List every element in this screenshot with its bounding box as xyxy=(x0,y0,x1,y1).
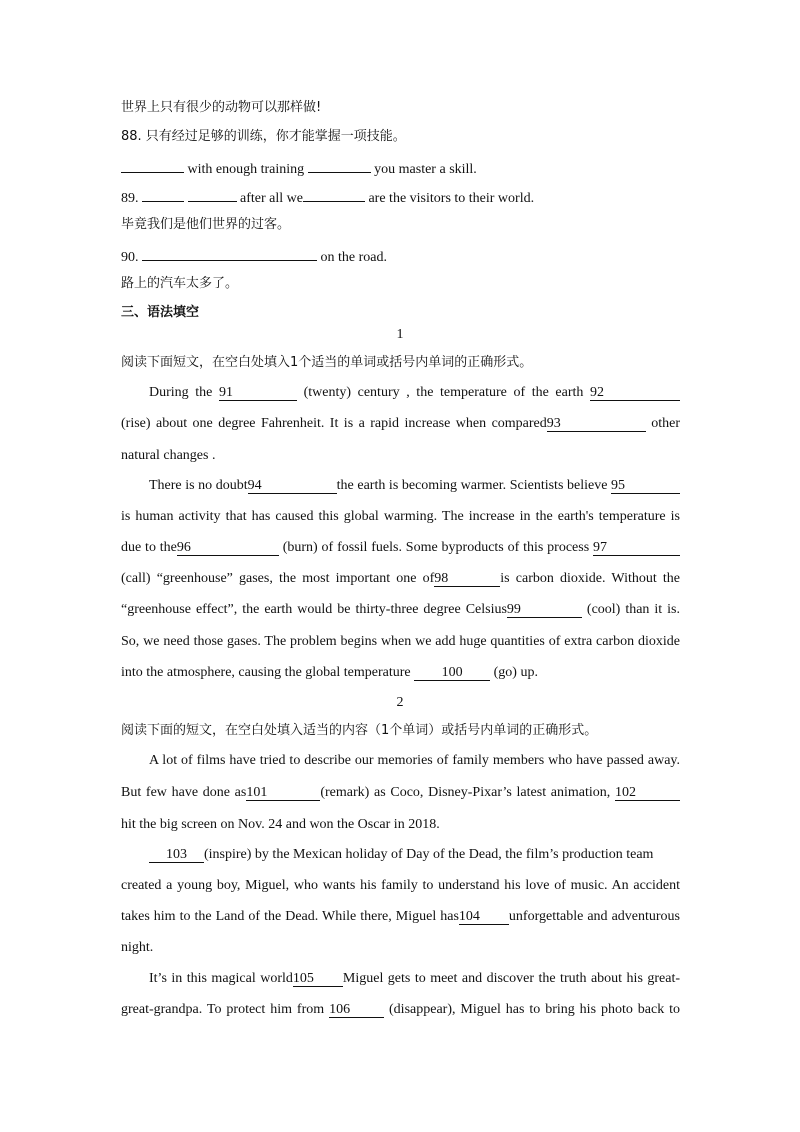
blank-96[interactable]: 96 xyxy=(177,540,279,556)
passage-2-line-6: takes him to the Land of the Dead. While there, Miguel has104 unforgettable and adventurous xyxy=(121,909,680,924)
blank-106[interactable]: 106 xyxy=(329,1002,384,1018)
blank-97[interactable]: 97 xyxy=(593,540,680,556)
blank-101[interactable]: 101 xyxy=(246,785,320,801)
blank-100[interactable]: 100 xyxy=(414,665,490,681)
blank-95[interactable]: 95 xyxy=(611,478,680,494)
passage-1-instructions: 阅读下面短文，在空白处填入1个适当的单词或括号内单词的正确形式。 xyxy=(121,355,533,370)
answer-blank[interactable] xyxy=(188,186,237,202)
passage-2-line-4: 103 (inspire) by the Mexican holiday of Day of the Dead, the film’s production team xyxy=(149,845,680,865)
passage-1-line-7: (call) “greenhouse” gases, the most important one of98 is carbon dioxide. Without the xyxy=(121,571,680,586)
passage-2-line-2: But few have done as101 (remark) as Coco, Disney-Pixar’s latest animation, 102 xyxy=(121,783,680,803)
blank-105[interactable]: 105 xyxy=(293,971,343,987)
passage-2-line-5: created a young boy, Miguel, who wants his family to understand his love of music. An accident xyxy=(121,878,680,893)
question-88-answer-line: with enough training you master a skill. xyxy=(121,157,477,180)
section-title: 三、语法填空 xyxy=(121,305,200,320)
passage-1-line-2: (rise) about one degree Fahrenheit. It is a rapid increase when compared93 other xyxy=(121,416,681,431)
blank-99[interactable]: 99 xyxy=(507,602,582,618)
blank-102[interactable]: 102 xyxy=(615,785,680,801)
question-90-answer-line: 90. on the road. xyxy=(121,245,387,268)
passage-1-line-3: natural changes . xyxy=(121,448,216,463)
passage-2-line-3: hit the big screen on Nov. 24 and won the Oscar in 2018. xyxy=(121,817,440,832)
blank-91[interactable]: 91 xyxy=(219,385,297,401)
question-89-answer-line: 89. after all we are the visitors to their world. xyxy=(121,186,534,209)
passage-1-line-10: into the atmosphere, causing the global temperature 100 (go) up. xyxy=(121,665,538,680)
passage-2-line-7: night. xyxy=(121,940,154,955)
passage-1-line-1: During the 91 (twenty) century , the temperature of the earth 92 xyxy=(149,383,680,403)
answer-blank[interactable] xyxy=(121,157,184,173)
passage-2-instructions: 阅读下面的短文，在空白处填入适当的内容（1个单词）或括号内单词的正确形式。 xyxy=(121,723,598,738)
question-88-prompt: 88. 只有经过足够的训练，你才能掌握一项技能。 xyxy=(121,129,406,144)
blank-104[interactable]: 104 xyxy=(459,909,509,925)
blank-103[interactable]: 103 xyxy=(149,847,204,863)
passage-1-line-9: So, we need those gases. The problem begins when we add huge quantities of extra carbon dioxide xyxy=(121,634,680,649)
passage-1-line-4: There is no doubt94 the earth is becoming warmer. Scientists believe 95 xyxy=(149,476,680,496)
blank-93[interactable]: 93 xyxy=(547,416,646,432)
answer-blank[interactable] xyxy=(303,186,365,202)
passage-number-1: 1 xyxy=(396,327,404,342)
blank-92[interactable]: 92 xyxy=(590,385,680,401)
answer-blank[interactable] xyxy=(142,245,317,261)
sentence-zh-87-end: 世界上只有很少的动物可以那样做! xyxy=(121,100,322,115)
passage-1-line-5: is human activity that has caused this global warming. The increase in the earth's temperature is xyxy=(121,509,680,524)
passage-number-2: 2 xyxy=(396,695,404,710)
blank-98[interactable]: 98 xyxy=(434,571,500,587)
passage-1-line-8: “greenhouse effect”, the earth would be thirty-three degree Celsius99 (cool) than it is. xyxy=(121,602,680,617)
passage-2-line-1: A lot of films have tried to describe our memories of family members who have passed away. xyxy=(149,753,680,768)
answer-blank[interactable] xyxy=(142,186,184,202)
blank-94[interactable]: 94 xyxy=(248,478,337,494)
question-89-translation: 毕竟我们是他们世界的过客。 xyxy=(121,217,291,232)
passage-2-line-8: It’s in this magical world105 Miguel gets to meet and discover the truth about his great- xyxy=(149,971,681,986)
answer-blank[interactable] xyxy=(308,157,371,173)
question-90-translation: 路上的汽车太多了。 xyxy=(121,276,239,291)
passage-2-line-9: great-grandpa. To protect him from 106 (disappear), Miguel has to bring his photo back to xyxy=(121,1002,681,1017)
passage-1-line-6: due to the96 (burn) of fossil fuels. Some byproducts of this process 97 xyxy=(121,538,680,558)
